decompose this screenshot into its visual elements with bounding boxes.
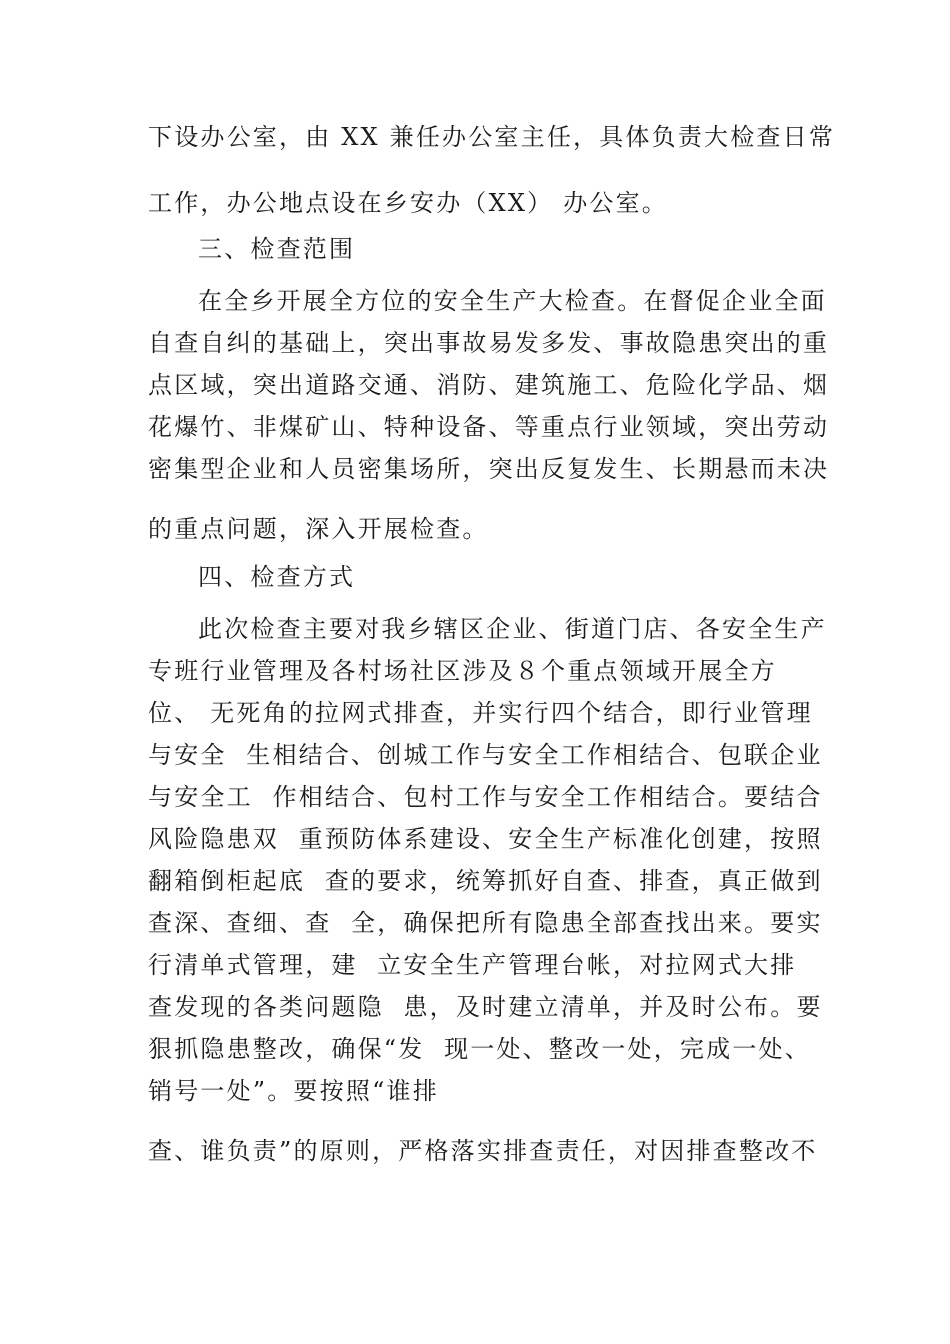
text-line-16: 风险隐患双 重预防体系建设、安全生产标准化创建，按照: [148, 825, 823, 853]
text-line-9: 的重点问题，深入开展检查。: [148, 515, 489, 543]
text-line-8: 密集型企业和人员密集场所，突出反复发生、长期悬而未决: [148, 455, 830, 483]
text-line-11: 此次检查主要对我乡辖区企业、街道门店、各安全生产: [198, 615, 827, 643]
text-line-4: 在全乡开展全方位的安全生产大检查。在督促企业全面: [198, 287, 827, 315]
text-line-23: 查、谁负责”的原则，严格落实排查责任，对因排查整改不: [148, 1137, 818, 1165]
text-line-15: 与安全工 作相结合、包村工作与安全工作相结合。要结合: [148, 783, 823, 811]
text-line-12: 专班行业管理及各村场社区涉及８个重点领域开展全方: [148, 657, 777, 685]
text-line-13: 位、 无死角的拉网式排查，并实行四个结合，即行业管理: [148, 699, 813, 727]
text-line-22: 销号一处”。要按照“谁排: [148, 1077, 439, 1105]
text-line-18: 查深、查细、查 全，确保把所有隐患全部查找出来。要实: [148, 909, 823, 937]
section-heading-scope: 三、检查范围: [198, 235, 356, 263]
text-line-2: 工作，办公地点设在乡安办（XX） 办公室。: [148, 189, 668, 217]
text-line-19: 行清单式管理，建 立安全生产管理台帐，对拉网式大排: [148, 951, 797, 979]
text-line-5: 自查自纠的基础上，突出事故易发多发、事故隐患突出的重: [148, 329, 830, 357]
section-heading-method: 四、检查方式: [198, 563, 356, 591]
text-line-17: 翻箱倒柜起底 查的要求，统筹抓好自查、排查，真正做到: [148, 867, 823, 895]
text-line-6: 点区域，突出道路交通、消防、建筑施工、危险化学品、烟: [148, 371, 830, 399]
text-line-21: 狠抓隐患整改，确保“发 现一处、整改一处，完成一处、: [148, 1035, 811, 1063]
text-line-7: 花爆竹、非煤矿山、特种设备、等重点行业领域，突出劳动: [148, 413, 830, 441]
text-line-14: 与安全 生相结合、创城工作与安全工作相结合、包联企业: [148, 741, 823, 769]
text-line-1: 下设办公室，由 XX 兼任办公室主任，具体负责大检查日常: [148, 123, 836, 151]
text-line-20: 查发现的各类问题隐 患，及时建立清单，并及时公布。要: [148, 993, 823, 1021]
